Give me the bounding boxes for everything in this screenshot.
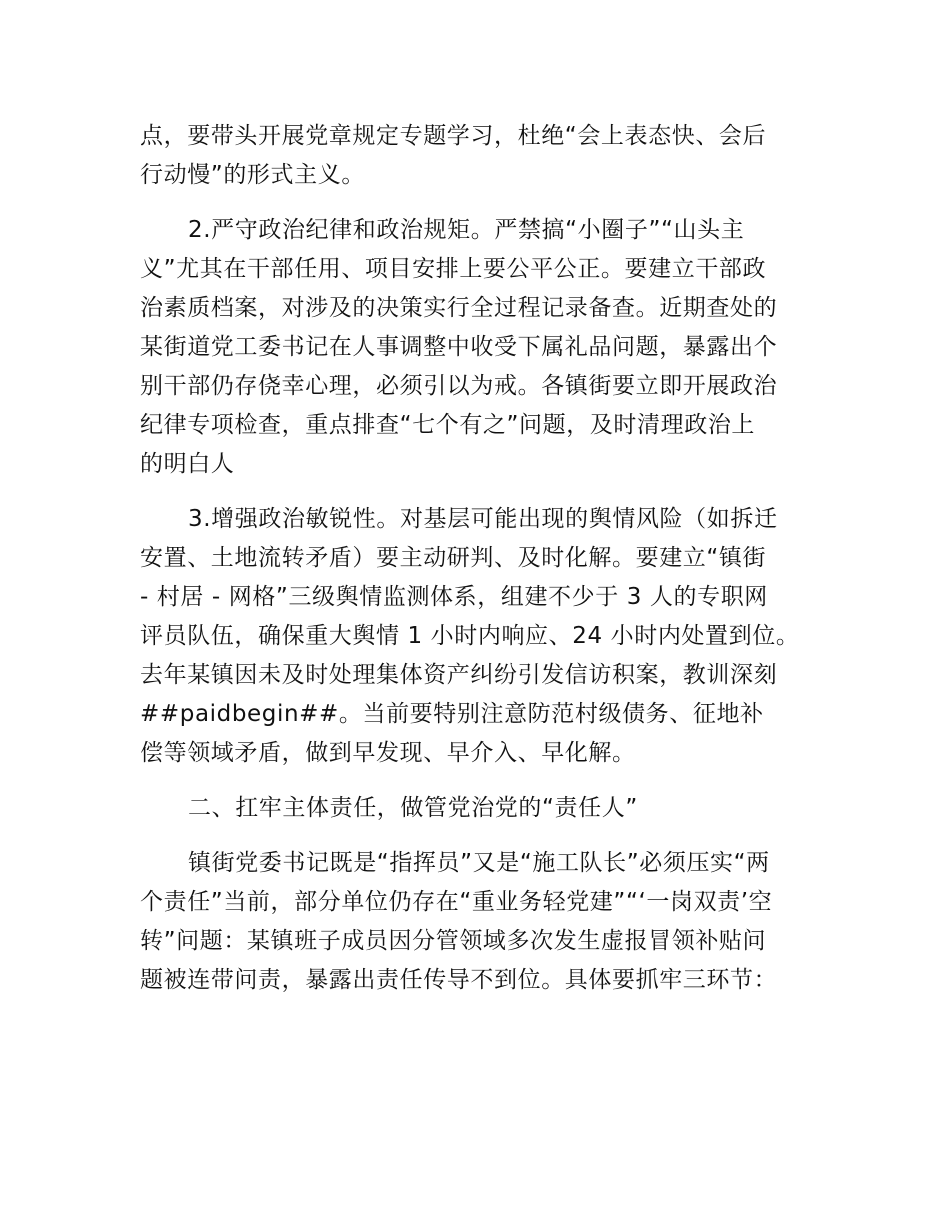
text-line: 去年某镇因未及时处理集体资产纠纷引发信访积案，教训深刻 — [140, 662, 778, 688]
text-line: 行动慢”的形式主义。 — [140, 162, 365, 188]
text-line: 义”尤其在干部任用、项目安排上要公平公正。要建立干部政 — [140, 256, 767, 282]
text-line: 转”问题：某镇班子成员因分管领域多次发生虚报冒领补贴问 — [140, 928, 767, 954]
text-line: 题被连带问责，暴露出责任传导不到位。具体要抓牢三环节： — [140, 967, 778, 993]
text-line: 2.严守政治纪律和政治规矩。严禁搞“小圈子”“山头主 — [188, 217, 745, 243]
text-line: 偿等领域矛盾，做到早发现、早介入、早化解。 — [140, 740, 636, 766]
paragraph-body — [140, 844, 820, 1000]
text-line: 纪律专项检查，重点排查“七个有之”问题，及时清理政治上 — [140, 412, 756, 438]
paragraph-continuation — [140, 117, 820, 195]
document-body — [140, 117, 820, 1016]
text-line: - 村居 - 网格”三级舆情监测体系，组建不少于 3 人的专职网 — [140, 584, 768, 610]
text-line: 的明白人 — [140, 451, 235, 477]
text-line: 镇街党委书记既是“指挥员”又是“施工队长”必须压实“两 — [188, 850, 770, 876]
text-line: 评员队伍，确保重大舆情 1 小时内响应、24 小时内处置到位。 — [140, 623, 800, 649]
text-line: 治素质档案，对涉及的决策实行全过程记录备查。近期查处的 — [140, 295, 778, 321]
section-heading — [140, 789, 820, 828]
heading-line: 二、扛牢主体责任，做管党治党的“责任人” — [188, 795, 638, 821]
text-line: 点，要带头开展党章规定专题学习，杜绝“会上表态快、会后 — [140, 123, 767, 149]
text-line: 某街道党工委书记在人事调整中收受下属礼品问题，暴露出个 — [140, 334, 778, 360]
text-line: 3.增强政治敏锐性。对基层可能出现的舆情风险（如拆迁 — [188, 506, 778, 532]
text-line: 个责任”当前，部分单位仍存在“重业务轻党建”“‘一岗双责’空 — [140, 889, 773, 915]
text-line: ##paidbegin##。当前要特别注意防范村级债务、征地补 — [140, 701, 764, 727]
paragraph-item-3 — [140, 500, 820, 773]
text-line: 别干部仍存侥幸心理，必须引以为戒。各镇街要立即开展政治 — [140, 373, 778, 399]
text-line: 安置、土地流转矛盾）要主动研判、及时化解。要建立“镇街 — [140, 545, 767, 571]
paragraph-item-2 — [140, 211, 820, 484]
